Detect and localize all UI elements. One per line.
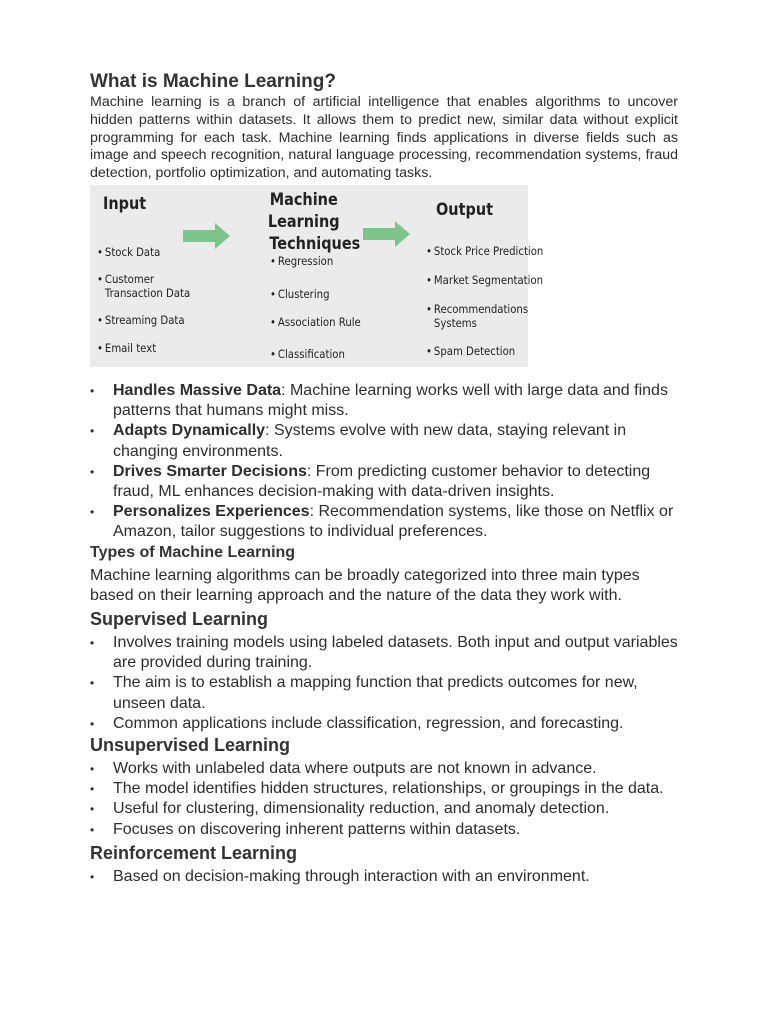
diagram-output-item: • Stock Price Prediction — [426, 244, 543, 258]
list-item: • Useful for clustering, dimensionality reduction, and anomaly detection. — [90, 799, 678, 819]
list-item — [90, 462, 678, 502]
list-item: • Works with unlabeled data where outputs are not known in advance. — [90, 759, 678, 779]
benefits-list — [90, 381, 678, 543]
benefit-text: : Systems evolve with new data, staying relevant in changing environments. — [113, 422, 627, 460]
benefit-term: Adapts Dynamically — [113, 422, 266, 440]
diagram-input-item: • Customer — [97, 272, 190, 286]
diagram-output-title: Output — [436, 199, 494, 220]
list-item — [90, 421, 678, 461]
benefit-term: Handles Massive Data — [113, 381, 282, 399]
list-item — [90, 381, 678, 421]
list-item: • Involves training models using labeled datasets. Both input and output variables are provided during training. — [90, 633, 678, 673]
list-item: • Focuses on discovering inherent patterns within datasets. — [90, 820, 678, 840]
benefit-text: : Machine learning works well with large data and finds patterns that humans might miss. — [113, 381, 668, 420]
unsupervised-list — [90, 759, 678, 840]
benefit-term: Personalizes Experiences — [113, 503, 310, 521]
diagram-techniques-list — [270, 254, 373, 361]
diagram-output-item: • Spam Detection — [426, 344, 543, 358]
diagram-output-item: Systems — [433, 315, 477, 330]
diagram-output-item: • Market Segmentation — [426, 273, 543, 287]
diagram-technique-item: • Association Rule — [270, 315, 361, 329]
diagram-techniques-title — [240, 189, 368, 255]
types-paragraph: Machine learning algorithms can be broadly categorized into three main types based on their learning approach and the nature of the data they work with. — [90, 566, 640, 604]
diagram-technique-item: • Classification — [270, 347, 361, 361]
diagram-input-item: • Streaming Data — [97, 313, 190, 327]
benefit-text: : From predicting customer behavior to detecting fraud, ML enhances decision-making with data-driven insights. — [113, 462, 651, 500]
list-item: • Based on decision-making through interaction with an environment. — [90, 867, 678, 887]
list-item: • The aim is to establish a mapping function that predicts outcomes for new, unseen data. — [90, 673, 678, 713]
ml-techniques-diagram — [90, 185, 544, 367]
diagram-techniques-title-line: Techniques — [269, 233, 361, 254]
diagram-input-title: Input — [103, 193, 147, 214]
diagram-technique-item: • Regression — [270, 254, 361, 268]
diagram-input-item: • Stock Data — [97, 245, 190, 259]
diagram-techniques-title-line: Machine Learning — [267, 189, 340, 232]
intro-paragraph: Machine learning is a branch of artificial intelligence that enables algorithms to uncover hidden patterns within datasets. It allows them to predict new, similar data without explicit programming for each task. Machine learning finds applications in diverse fields such as image and speech recognition, natural language processing, recommendation systems, fraud detection, portfolio optimization, and automating tasks. — [90, 94, 678, 182]
arrow-right-icon — [363, 221, 411, 247]
arrow-right-icon — [183, 223, 231, 249]
list-item: • Common applications include classification, regression, and forecasting. — [90, 714, 678, 734]
supervised-list — [90, 633, 678, 734]
reinforcement-heading: Reinforcement Learning — [90, 842, 298, 863]
diagram-output-item: • Recommendations — [426, 302, 543, 316]
benefit-text: : Recommendation systems, like those on Netflix or Amazon, tailor suggestions to individual preferences. — [113, 503, 674, 541]
benefit-term: Drives Smarter Decisions — [113, 462, 307, 480]
diagram-input-item: Transaction Data — [104, 285, 191, 300]
types-heading: Types of Machine Learning — [90, 543, 296, 561]
unsupervised-heading: Unsupervised Learning — [90, 735, 291, 756]
document-page — [90, 70, 678, 887]
list-item — [90, 502, 678, 542]
list-item: • The model identifies hidden structures, relationships, or groupings in the data. — [90, 779, 678, 799]
page-title: What is Machine Learning? — [90, 71, 336, 92]
diagram-input-list — [97, 245, 203, 355]
reinforcement-list — [90, 867, 678, 887]
diagram-output-list — [426, 244, 559, 358]
diagram-input-item: • Email text — [97, 341, 190, 355]
diagram-technique-item: • Clustering — [270, 287, 361, 301]
supervised-heading: Supervised Learning — [90, 609, 269, 630]
